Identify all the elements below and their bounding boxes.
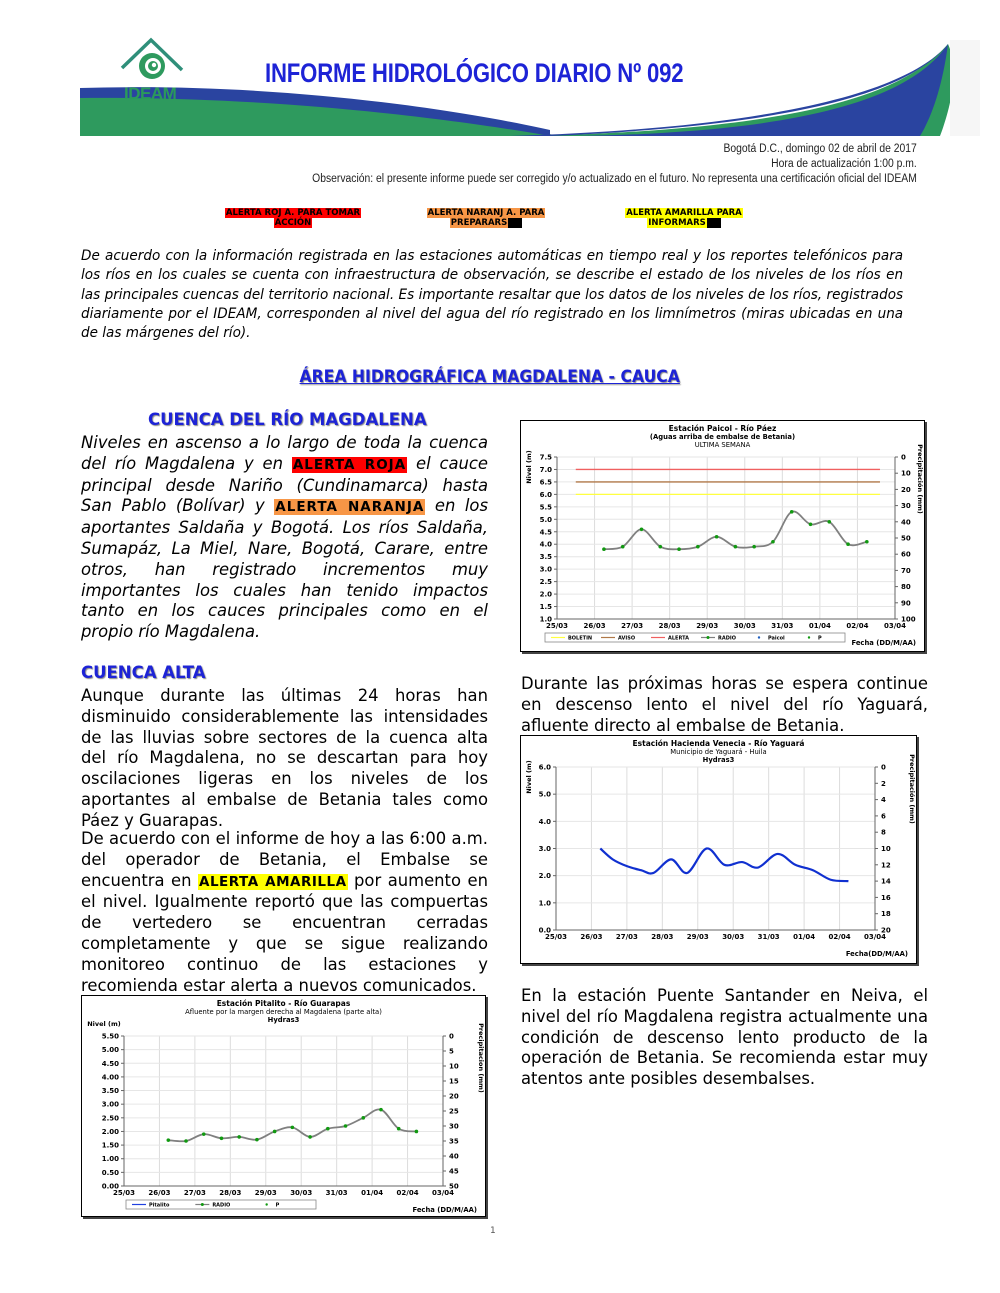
y2-axis-label: Precipitacion (mm) bbox=[477, 1023, 485, 1093]
svg-text:ALERTA: ALERTA bbox=[668, 635, 689, 642]
svg-text:Estación Hacienda Venecia - Rí: Estación Hacienda Venecia - Río Yaguará bbox=[632, 739, 805, 748]
svg-text:02/04: 02/04 bbox=[396, 1189, 419, 1197]
data-point bbox=[602, 547, 606, 551]
svg-text:5.50: 5.50 bbox=[101, 1032, 119, 1041]
svg-text:1.00: 1.00 bbox=[101, 1155, 119, 1164]
alert-red-badge: ALERTA ROJA bbox=[292, 456, 407, 473]
data-point bbox=[344, 1124, 348, 1128]
alert-yellow-badge: ALERTA AMARILLA bbox=[199, 873, 347, 890]
svg-text:10: 10 bbox=[901, 469, 911, 478]
magdalena-paragraph: Niveles en ascenso a lo largo de toda la cuenca del río Magdalena y en ALERTA ROJA el cauce principal desde Nariño (Cundinamarca) hasta San Pablo (Bolívar) y ALERTA NARANJA en los aportantes Saldaña y Bogotá. Los ríos Saldaña, Sumapáz, La Miel, Nare, Bogotá, Carare, entre otros, han registrado incrementos muy importantes los cuales han tenido impactos tanto en los cauces principales como en el propio río Magdalena. bbox=[81, 433, 488, 642]
svg-text:0: 0 bbox=[449, 1032, 454, 1041]
svg-text:03/04: 03/04 bbox=[883, 622, 907, 630]
chart-paicol bbox=[520, 420, 925, 652]
legend-yellow-line1: ALERTA AMARILLA PARA bbox=[626, 208, 742, 218]
yaguara-paragraph: Durante las próximas horas se espera continue en descenso lento el nivel del río Yaguará, afluente directo al embalse de Betania. bbox=[521, 674, 928, 735]
data-point bbox=[771, 540, 775, 544]
svg-text:80: 80 bbox=[901, 583, 911, 592]
data-point bbox=[734, 545, 738, 549]
svg-text:Paicol: Paicol bbox=[768, 635, 785, 642]
svg-text:26/03: 26/03 bbox=[580, 933, 603, 941]
legend-orange-line2: PREPARARS bbox=[450, 218, 508, 228]
chart-hacienda-venecia-svg bbox=[521, 736, 916, 963]
svg-text:10: 10 bbox=[881, 845, 891, 853]
x-axis-label: Fecha(DD/M/AA) bbox=[845, 950, 908, 958]
cuenca-alta-heading: CUENCA ALTA bbox=[81, 663, 206, 682]
svg-text:3.00: 3.00 bbox=[101, 1100, 119, 1109]
data-point bbox=[273, 1130, 277, 1134]
data-point bbox=[361, 1116, 365, 1120]
cuenca-alta-paragraph-2: De acuerdo con el informe de hoy a las 6:00 a.m. del operador de Betania, el Embalse se encuentra en ALERTA AMARILLA por aumento en el nivel. Igualmente reportó que las compuertas de vertedero se encuentran cerradas completamente y que se sigue realizando monitoreo continuo de las estaciones y recomienda estar alerta a nuevos comunicados. bbox=[81, 829, 488, 995]
legend-yellow-alert bbox=[618, 208, 750, 228]
legend-orange-line1: ALERTA NARANJ A. PARA bbox=[427, 208, 545, 218]
svg-text:2.0: 2.0 bbox=[538, 872, 551, 881]
svg-text:1.5: 1.5 bbox=[539, 603, 552, 612]
svg-text:RADIO: RADIO bbox=[212, 1202, 231, 1209]
svg-text:26/03: 26/03 bbox=[148, 1189, 171, 1197]
data-point bbox=[397, 1127, 401, 1131]
svg-text:15: 15 bbox=[449, 1077, 459, 1086]
svg-text:1.50: 1.50 bbox=[101, 1141, 119, 1150]
svg-text:30/03: 30/03 bbox=[290, 1189, 313, 1197]
svg-text:3.0: 3.0 bbox=[539, 565, 552, 574]
data-point bbox=[255, 1138, 259, 1142]
alert-orange-badge: ALERTA NARANJA bbox=[275, 499, 425, 516]
redaction-block bbox=[707, 218, 721, 228]
svg-text:Pitalito: Pitalito bbox=[149, 1202, 170, 1209]
svg-text:6: 6 bbox=[881, 812, 886, 821]
svg-text:0.00: 0.00 bbox=[101, 1182, 119, 1191]
chart-pitalito bbox=[81, 995, 486, 1217]
svg-text:4: 4 bbox=[881, 796, 886, 805]
data-point bbox=[184, 1139, 188, 1143]
svg-text:20: 20 bbox=[881, 926, 891, 935]
area-title bbox=[0, 367, 980, 387]
svg-text:5: 5 bbox=[449, 1047, 454, 1056]
data-point bbox=[415, 1130, 419, 1134]
data-point bbox=[308, 1135, 312, 1139]
svg-text:1.0: 1.0 bbox=[538, 899, 551, 908]
svg-text:0.50: 0.50 bbox=[101, 1168, 119, 1177]
svg-text:10: 10 bbox=[449, 1062, 459, 1071]
svg-text:6.5: 6.5 bbox=[539, 478, 552, 487]
svg-text:01/04: 01/04 bbox=[793, 933, 816, 941]
svg-text:01/04: 01/04 bbox=[361, 1189, 384, 1197]
svg-text:Municipio de Yaguará - Huila: Municipio de Yaguará - Huila bbox=[670, 748, 767, 756]
svg-text:5.5: 5.5 bbox=[539, 503, 552, 512]
y-axis-label: Nivel (m) bbox=[525, 760, 533, 794]
observation-note: Observación: el presente informe puede ser corregido y/o actualizado en el futuro. No representa una certificación oficial del IDEAM bbox=[312, 173, 917, 185]
data-point bbox=[827, 520, 831, 524]
svg-text:3.5: 3.5 bbox=[539, 553, 552, 562]
chart-title bbox=[650, 424, 795, 449]
data-point bbox=[640, 527, 644, 531]
chart-hacienda-venecia bbox=[520, 735, 917, 964]
svg-text:0: 0 bbox=[901, 453, 906, 462]
legend-red-line2: ACCIÓN bbox=[274, 218, 312, 228]
svg-text:28/03: 28/03 bbox=[658, 622, 681, 630]
svg-text:50: 50 bbox=[901, 534, 911, 543]
data-point bbox=[326, 1127, 330, 1131]
svg-text:Estación Pitalito - Río Guarap: Estación Pitalito - Río Guarapas bbox=[216, 999, 351, 1008]
svg-text:1.0: 1.0 bbox=[539, 615, 552, 624]
svg-text:7.0: 7.0 bbox=[539, 465, 552, 474]
chart-pitalito-svg bbox=[82, 996, 485, 1216]
legend-red-alert bbox=[218, 208, 368, 228]
svg-text:20: 20 bbox=[449, 1092, 459, 1101]
svg-text:90: 90 bbox=[901, 599, 911, 608]
legend-orange-alert bbox=[420, 208, 552, 228]
svg-text:27/03: 27/03 bbox=[183, 1189, 206, 1197]
update-time: Hora de actualización 1:00 p.m. bbox=[771, 158, 917, 170]
svg-text:4.0: 4.0 bbox=[539, 540, 552, 549]
data-point bbox=[621, 545, 625, 549]
svg-text:AVISO: AVISO bbox=[618, 635, 636, 642]
svg-text:45: 45 bbox=[449, 1167, 459, 1176]
svg-text:02/04: 02/04 bbox=[846, 622, 869, 630]
data-point bbox=[790, 510, 794, 514]
legend-yellow-line2: INFORMARS bbox=[648, 218, 706, 228]
data-point bbox=[809, 522, 813, 526]
svg-text:30/03: 30/03 bbox=[733, 622, 756, 630]
svg-text:Afluente por la margen derecha: Afluente por la margen derecha al Magdalena (parte alta) bbox=[185, 1008, 382, 1016]
svg-text:03/04: 03/04 bbox=[431, 1189, 455, 1197]
svg-text:50: 50 bbox=[449, 1182, 459, 1191]
data-point bbox=[677, 547, 681, 551]
svg-text:14: 14 bbox=[881, 877, 891, 886]
svg-text:02/04: 02/04 bbox=[828, 933, 851, 941]
svg-text:Hydras3: Hydras3 bbox=[702, 756, 735, 764]
svg-text:(Aguas arriba de embalse de Be: (Aguas arriba de embalse de Betania) bbox=[649, 433, 796, 441]
santander-paragraph: En la estación Puente Santander en Neiva, el nivel del río Magdalena registra actualmente una condición de descenso lento producto de la operación de Betania. Se recomienda estar muy atentos ante posibles desembalses. bbox=[521, 986, 928, 1089]
x-axis-label: Fecha (DD/M/AA) bbox=[851, 639, 916, 647]
svg-text:12: 12 bbox=[881, 861, 891, 870]
svg-text:4.0: 4.0 bbox=[538, 817, 551, 826]
svg-text:ULTIMA SEMANA: ULTIMA SEMANA bbox=[694, 441, 751, 449]
cuenca-alta-paragraph-1: Aunque durante las últimas 24 horas han disminuido considerablemente las intensidades de las lluvias sobre sectores de la cuenca alta del río Magdalena, no se descartan para hoy oscilaciones ligeras en los niveles de los aportantes al embalse de Betania tales como Páez y Guarapas. bbox=[81, 686, 488, 830]
svg-text:27/03: 27/03 bbox=[621, 622, 644, 630]
svg-text:30: 30 bbox=[449, 1122, 459, 1131]
svg-text:3.50: 3.50 bbox=[101, 1087, 119, 1096]
svg-text:4.00: 4.00 bbox=[101, 1073, 119, 1082]
data-point bbox=[202, 1132, 206, 1136]
data-point bbox=[291, 1126, 295, 1130]
svg-text:60: 60 bbox=[901, 550, 911, 559]
svg-text:P: P bbox=[818, 635, 822, 642]
svg-text:29/03: 29/03 bbox=[686, 933, 709, 941]
svg-text:30/03: 30/03 bbox=[722, 933, 745, 941]
svg-text:03/04: 03/04 bbox=[863, 933, 887, 941]
redaction-block bbox=[508, 218, 522, 228]
svg-text:26/03: 26/03 bbox=[583, 622, 606, 630]
chart-legend bbox=[545, 633, 845, 642]
svg-text:25/03: 25/03 bbox=[544, 933, 568, 941]
data-point bbox=[379, 1108, 383, 1112]
svg-text:25/03: 25/03 bbox=[545, 622, 569, 630]
svg-text:8: 8 bbox=[881, 828, 886, 837]
chart-legend bbox=[126, 1200, 316, 1209]
svg-text:0.0: 0.0 bbox=[538, 926, 551, 935]
magdalena-heading: CUENCA DEL RÍO MAGDALENA bbox=[148, 410, 427, 429]
svg-text:20: 20 bbox=[901, 485, 911, 494]
y2-axis-label: Precipitación (mm) bbox=[916, 444, 924, 514]
svg-text:4.50: 4.50 bbox=[101, 1059, 119, 1068]
area-title-text: ÁREA HIDROGRÁFICA MAGDALENA - CAUCA bbox=[299, 367, 681, 387]
svg-text:100: 100 bbox=[901, 615, 916, 624]
svg-text:5.00: 5.00 bbox=[101, 1046, 119, 1055]
x-axis-label: Fecha (DD/M/AA) bbox=[412, 1206, 477, 1214]
svg-text:2.00: 2.00 bbox=[101, 1127, 119, 1136]
data-point bbox=[658, 545, 662, 549]
svg-text:18: 18 bbox=[881, 910, 891, 919]
y-axis-label: Nivel (m) bbox=[525, 450, 533, 484]
chart-paicol-svg bbox=[521, 421, 924, 651]
logo-text: IDEAM bbox=[124, 84, 177, 103]
series-line bbox=[168, 1109, 416, 1141]
svg-text:2.0: 2.0 bbox=[539, 590, 552, 599]
date-line: Bogotá D.C., domingo 02 de abril de 2017 bbox=[723, 143, 917, 155]
svg-text:5.0: 5.0 bbox=[539, 515, 552, 524]
legend-red-line1: ALERTA ROJ A. PARA TOMAR bbox=[225, 208, 361, 218]
page-number: 1 bbox=[490, 1226, 496, 1236]
svg-text:5.0: 5.0 bbox=[538, 790, 551, 799]
svg-text:40: 40 bbox=[901, 518, 911, 527]
svg-text:RADIO: RADIO bbox=[718, 635, 736, 642]
svg-text:31/03: 31/03 bbox=[757, 933, 780, 941]
chart-title bbox=[185, 999, 382, 1024]
svg-text:P: P bbox=[275, 1202, 280, 1209]
y-axis-label: Nivel (m) bbox=[87, 1020, 121, 1028]
svg-text:01/04: 01/04 bbox=[808, 622, 831, 630]
chart-grid bbox=[102, 1033, 459, 1198]
svg-text:27/03: 27/03 bbox=[615, 933, 638, 941]
data-point bbox=[237, 1135, 241, 1139]
svg-text:16: 16 bbox=[881, 893, 891, 902]
data-point bbox=[846, 542, 850, 546]
data-point bbox=[752, 545, 756, 549]
report-title: INFORME HIDROLÓGICO DIARIO Nº 092 bbox=[265, 58, 684, 88]
chart-grid bbox=[539, 764, 891, 942]
chart-title bbox=[633, 739, 805, 764]
series-line bbox=[600, 848, 848, 881]
svg-text:Hydras3: Hydras3 bbox=[267, 1016, 300, 1024]
y2-axis-label: Precipitación (mm) bbox=[908, 754, 916, 824]
data-point bbox=[696, 545, 700, 549]
svg-text:0: 0 bbox=[881, 763, 886, 772]
data-point bbox=[167, 1138, 171, 1142]
svg-text:2.5: 2.5 bbox=[539, 578, 552, 587]
svg-text:4.5: 4.5 bbox=[539, 528, 552, 537]
svg-text:3.0: 3.0 bbox=[538, 845, 551, 853]
svg-text:6.0: 6.0 bbox=[539, 490, 552, 499]
ideam-logo-icon bbox=[116, 36, 186, 86]
svg-text:6.0: 6.0 bbox=[538, 763, 551, 772]
svg-text:40: 40 bbox=[449, 1152, 459, 1161]
svg-text:25: 25 bbox=[449, 1107, 459, 1116]
data-point bbox=[865, 540, 869, 544]
svg-text:2: 2 bbox=[881, 779, 886, 788]
svg-text:29/03: 29/03 bbox=[696, 622, 719, 630]
svg-text:Estación Paicol - Río Páez: Estación Paicol - Río Páez bbox=[668, 424, 777, 433]
svg-text:31/03: 31/03 bbox=[771, 622, 794, 630]
svg-text:2.50: 2.50 bbox=[101, 1114, 119, 1123]
svg-text:30: 30 bbox=[901, 502, 911, 511]
svg-text:31/03: 31/03 bbox=[325, 1189, 348, 1197]
svg-text:25/03: 25/03 bbox=[112, 1189, 136, 1197]
data-point bbox=[715, 535, 719, 539]
svg-text:28/03: 28/03 bbox=[651, 933, 674, 941]
svg-text:28/03: 28/03 bbox=[219, 1189, 242, 1197]
svg-text:7.5: 7.5 bbox=[539, 453, 552, 462]
svg-text:35: 35 bbox=[449, 1137, 459, 1146]
svg-text:29/03: 29/03 bbox=[254, 1189, 277, 1197]
svg-text:70: 70 bbox=[901, 566, 911, 575]
svg-text:BOLETIN: BOLETIN bbox=[568, 635, 593, 642]
intro-paragraph: De acuerdo con la información registrada en las estaciones automáticas en tiempo real y los reportes telefónicos para los ríos en los cuales se cuenta con infraestructura de observación, se describe el estado de los niveles de los ríos en las principales cuencas del territorio nacional. Es importante resaltar que los datos de los niveles de los ríos, registrados diariamente por el IDEAM, corresponden al nivel del agua del río registrado en los limnímetros (miras ubicadas en una de las márgenes del río). bbox=[81, 247, 904, 342]
series-line bbox=[604, 511, 867, 549]
data-point bbox=[220, 1136, 224, 1140]
